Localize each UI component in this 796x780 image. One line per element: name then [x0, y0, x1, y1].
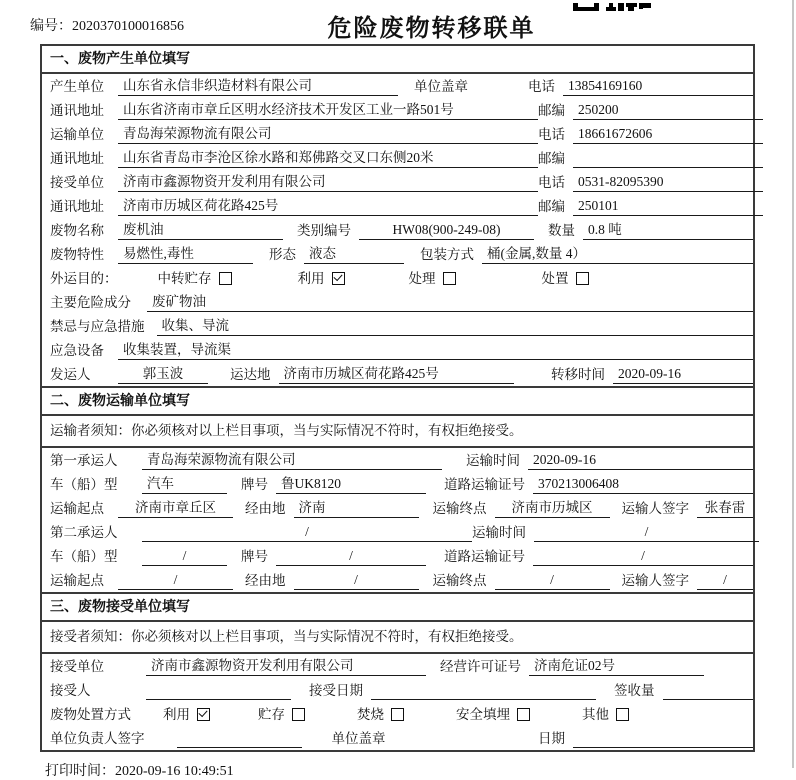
purpose-option-label: 利用 — [297, 270, 325, 286]
waste-form-value: 液态 — [304, 245, 404, 264]
waste-code-label: 类别编号 — [297, 223, 351, 238]
transport-address-label: 通讯地址 — [50, 151, 104, 166]
responsible-sign-value — [177, 747, 302, 748]
checkbox-icon — [616, 708, 629, 721]
sign-date-label: 日期 — [538, 731, 565, 746]
section1-header: 一、废物产生单位填写 — [42, 46, 753, 74]
route1-start-label: 运输起点 — [50, 501, 104, 516]
route2-start-label: 运输起点 — [50, 573, 104, 588]
receiver-unit-label: 接受单位 — [50, 175, 104, 190]
checkbox-icon — [443, 272, 456, 285]
transfer-time-label: 转移时间 — [551, 367, 605, 382]
waste-traits-value: 易燃性,毒性 — [118, 245, 253, 264]
qr-code-fragment-icon — [573, 0, 651, 16]
producer-address-label: 通讯地址 — [50, 103, 104, 118]
route1-sign-label: 运输人签字 — [621, 501, 689, 516]
section2-notice: 运输者须知：你必须核对以上栏目事项，当与实际情况不符时，有权拒绝接受。 — [42, 416, 753, 448]
row-route2 — [42, 568, 753, 592]
receiver-address-value: 济南市历城区荷花路425号 — [118, 197, 538, 216]
route1-via-label: 经由地 — [245, 501, 286, 516]
route2-sign-label: 运输人签字 — [621, 573, 689, 588]
route2-via-value: / — [294, 571, 419, 590]
print-time-line — [45, 760, 796, 780]
transfer-form-table — [40, 44, 755, 752]
accept-date-value — [371, 699, 596, 700]
accept-date-label: 接受日期 — [309, 683, 363, 698]
dispatcher-value: 郭玉波 — [118, 365, 208, 384]
plate2-value: / — [276, 547, 426, 566]
unit-seal-label: 单位盖章 — [414, 79, 468, 94]
checkbox-icon — [292, 708, 305, 721]
transport-time1-label: 运输时间 — [466, 453, 520, 468]
route1-sign-value: 张春雷 — [697, 499, 753, 518]
route1-end-value: 济南市历城区 — [495, 499, 610, 518]
operating-license-label: 经营许可证号 — [440, 659, 521, 674]
checkbox-checked-icon — [197, 708, 210, 721]
receiver-zip-label: 邮编 — [538, 199, 565, 214]
transport-phone-value: 18661672606 — [573, 125, 763, 144]
emergency-equipment-label: 应急设备 — [50, 343, 104, 358]
row-dispatch — [42, 362, 753, 386]
disposal-option-label: 安全填埋 — [456, 706, 510, 722]
disposal-option-label: 其他 — [582, 706, 609, 722]
checkbox-icon — [576, 272, 589, 285]
first-carrier-label: 第一承运人 — [50, 453, 118, 468]
purpose-option-dispose — [542, 270, 589, 288]
receiver-address-label: 通讯地址 — [50, 199, 104, 214]
row-vehicle1 — [42, 472, 753, 496]
sign-date-value — [573, 747, 753, 748]
vehicle-type1-label: 车（船）型 — [50, 477, 118, 492]
dispatcher-label: 发运人 — [50, 367, 91, 382]
transport-time2-label: 运输时间 — [472, 525, 526, 540]
unit-seal2-label: 单位盖章 — [331, 731, 386, 746]
transport-unit-value: 青岛海荣源物流有限公司 — [118, 125, 538, 144]
accept-person-value — [146, 699, 291, 700]
accept-person-label: 接受人 — [50, 683, 91, 698]
disposal-option-utilize — [163, 706, 210, 724]
row-transfer-purpose — [42, 266, 753, 290]
purpose-option-label: 处理 — [408, 270, 436, 286]
row-main-hazard — [42, 290, 753, 314]
purpose-option-transfer-storage — [158, 270, 232, 288]
vehicle-type2-label: 车（船）型 — [50, 549, 118, 564]
serial-number: 2020370100016856 — [72, 19, 184, 34]
producer-unit-value: 山东省永信非织造材料有限公司 — [118, 77, 398, 96]
plate1-label: 牌号 — [241, 477, 268, 492]
row-producer-address — [42, 98, 753, 122]
transport-zip-value — [573, 167, 763, 168]
route2-via-label: 经由地 — [245, 573, 286, 588]
second-carrier-label: 第二承运人 — [50, 525, 118, 540]
disposal-option-label: 焚烧 — [357, 706, 384, 722]
receiver-zip-value: 250101 — [573, 197, 763, 216]
disposal-option-label: 利用 — [163, 706, 190, 722]
waste-pack-label: 包装方式 — [420, 247, 474, 262]
row-accept-person — [42, 678, 753, 702]
disposal-option-landfill — [456, 706, 530, 724]
row-emergency-measures — [42, 314, 753, 338]
transport-address-value: 山东省青岛市李沧区徐水路和郑佛路交叉口东侧20米 — [118, 149, 538, 168]
row-accept-unit — [42, 654, 753, 678]
vehicle-type1-value: 汽车 — [142, 475, 227, 494]
transport-zip-label: 邮编 — [538, 151, 565, 166]
row-responsible-sign — [42, 726, 753, 750]
receiver-phone-value: 0531-82095390 — [573, 173, 763, 192]
transfer-time-value: 2020-09-16 — [613, 365, 753, 384]
checkbox-icon — [219, 272, 232, 285]
waste-name-label: 废物名称 — [50, 223, 104, 238]
destination-label: 运达地 — [230, 367, 271, 382]
document-header — [0, 0, 796, 44]
road-license2-value: / — [533, 547, 753, 566]
row-emergency-equipment — [42, 338, 753, 362]
accept-unit-label: 接受单位 — [50, 659, 104, 674]
road-license1-value: 370213006408 — [533, 475, 753, 494]
receiver-phone-label: 电话 — [538, 175, 565, 190]
producer-zip-label: 邮编 — [538, 103, 565, 118]
row-vehicle2 — [42, 544, 753, 568]
producer-phone-label: 电话 — [528, 79, 555, 94]
producer-zip-value: 250200 — [573, 101, 763, 120]
route2-end-label: 运输终点 — [432, 573, 487, 588]
row-second-carrier — [42, 520, 753, 544]
route2-end-value: / — [495, 571, 610, 590]
road-license2-label: 道路运输证号 — [444, 549, 525, 564]
row-producer-unit — [42, 74, 753, 98]
section3-notice: 接受者须知：你必须核对以上栏目事项，当与实际情况不符时，有权拒绝接受。 — [42, 622, 753, 654]
row-route1 — [42, 496, 753, 520]
route1-start-value: 济南市章丘区 — [118, 499, 233, 518]
row-transport-address — [42, 146, 753, 170]
row-receiver-address — [42, 194, 753, 218]
row-transport-unit — [42, 122, 753, 146]
emergency-equipment-value: 收集装置，导流渠 — [118, 341, 753, 360]
disposal-method-label: 废物处置方式 — [50, 706, 131, 722]
disposal-option-store — [258, 706, 305, 724]
first-carrier-value: 青岛海荣源物流有限公司 — [142, 451, 442, 470]
producer-unit-label: 产生单位 — [50, 79, 104, 94]
waste-name-value: 废机油 — [118, 221, 283, 240]
row-first-carrier — [42, 448, 753, 472]
waste-form-label: 形态 — [269, 247, 296, 262]
route1-via-value: 济南 — [294, 499, 419, 518]
row-waste-traits — [42, 242, 753, 266]
producer-phone-value: 13854169160 — [563, 77, 753, 96]
page-right-edge — [792, 0, 794, 768]
checkbox-icon — [391, 708, 404, 721]
transfer-purpose-label: 外运目的： — [50, 270, 118, 286]
print-time-label: 打印时间： — [45, 764, 115, 779]
waste-traits-label: 废物特性 — [50, 247, 104, 262]
emergency-measures-value: 收集、导流 — [157, 317, 754, 336]
accept-unit-value: 济南市鑫源物资开发利用有限公司 — [146, 657, 426, 676]
section2-header: 二、废物运输单位填写 — [42, 386, 753, 416]
vehicle-type2-value: / — [142, 547, 227, 566]
section3-header: 三、废物接受单位填写 — [42, 592, 753, 622]
transport-time2-value: / — [534, 523, 759, 542]
second-carrier-value: / — [142, 523, 472, 542]
purpose-option-treat — [409, 270, 456, 288]
print-time-value: 2020-09-16 10:49:51 — [115, 764, 234, 779]
purpose-option-label: 处置 — [541, 270, 569, 286]
waste-code-value: HW08(900-249-08) — [359, 221, 534, 240]
disposal-option-other — [582, 706, 629, 724]
emergency-measures-label: 禁忌与应急措施 — [50, 319, 145, 334]
route2-sign-value: / — [697, 571, 753, 590]
row-disposal-method — [42, 702, 753, 726]
plate2-label: 牌号 — [241, 549, 268, 564]
route1-end-label: 运输终点 — [432, 501, 487, 516]
checkbox-checked-icon — [332, 272, 345, 285]
waste-pack-value: 桶(金属,数量 4） — [482, 245, 753, 264]
responsible-sign-label: 单位负责人签字 — [50, 731, 145, 746]
disposal-option-label: 贮存 — [258, 706, 285, 722]
sign-qty-label: 签收量 — [614, 683, 655, 698]
document-title: 危险废物转移联单 — [327, 14, 536, 42]
main-hazard-value: 废矿物油 — [147, 293, 753, 312]
plate1-value: 鲁UK8120 — [276, 475, 426, 494]
transport-phone-label: 电话 — [538, 127, 565, 142]
receiver-unit-value: 济南市鑫源物资开发利用有限公司 — [118, 173, 538, 192]
row-waste-name — [42, 218, 753, 242]
purpose-option-utilize — [298, 270, 345, 288]
sign-qty-value — [663, 699, 754, 700]
route2-start-value: / — [118, 571, 233, 590]
producer-address-value: 山东省济南市章丘区明水经济技术开发区工业一路501号 — [118, 101, 538, 120]
transport-unit-label: 运输单位 — [50, 127, 104, 142]
waste-qty-label: 数量 — [548, 223, 575, 238]
purpose-option-label: 中转贮存 — [157, 270, 212, 286]
operating-license-value: 济南危证02号 — [529, 657, 704, 676]
road-license1-label: 道路运输证号 — [444, 477, 525, 492]
row-receiver-unit — [42, 170, 753, 194]
waste-qty-value: 0.8 吨 — [583, 221, 753, 240]
disposal-option-incinerate — [357, 706, 404, 724]
serial-label: 编号： — [30, 19, 72, 34]
transport-time1-value: 2020-09-16 — [528, 451, 753, 470]
checkbox-icon — [517, 708, 530, 721]
main-hazard-label: 主要危险成分 — [50, 295, 131, 310]
destination-value: 济南市历城区荷花路425号 — [279, 365, 514, 384]
